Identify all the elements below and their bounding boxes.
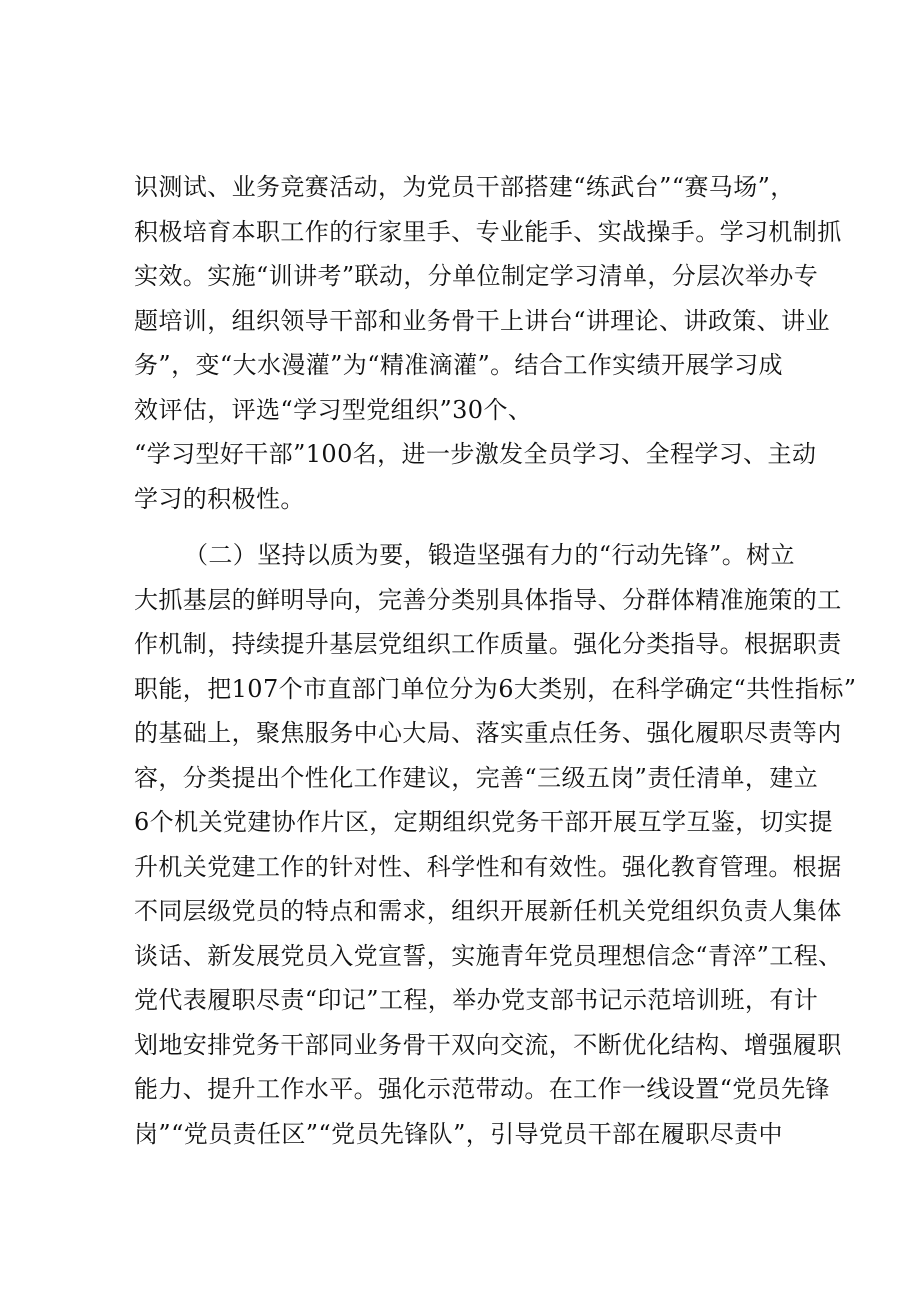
text-line-7: “学习型好干部”100名，进一步激发全员学习、全程学习、主动 — [134, 440, 817, 468]
section-heading-line: （二）坚持以质为要，锻造坚强有力的“行动先锋”。树立 — [184, 541, 795, 569]
text-line-2: 积极培育本职工作的行家里手、专业能手、实战操手。学习机制抓 — [134, 218, 842, 246]
text-line-13: 的基础上，聚焦服务中心大局、落实重点任务、强化履职尽责等内 — [134, 719, 842, 747]
text-line-4: 题培训，组织领导干部和业务骨干上讲台“讲理论、讲政策、讲业 — [134, 307, 830, 335]
text-line-6: 效评估，评选“学习型党组织”30个、 — [134, 396, 533, 424]
text-line-12: 职能，把107个市直部门单位分为6大类别，在科学确定“共性指标” — [134, 675, 857, 703]
text-line-22: 岗”“党员责任区”“党员先锋队”，引导党员干部在履职尽责中 — [134, 1120, 783, 1148]
text-line-16: 升机关党建工作的针对性、科学性和有效性。强化教育管理。根据 — [134, 853, 842, 881]
text-line-10: 大抓基层的鲜明导向，完善分类别具体指导、分群体精准施策的工 — [134, 586, 842, 614]
text-line-1: 识测试、业务竞赛活动，为党员干部搭建“练武台”“赛马场”， — [134, 173, 795, 201]
text-line-15: 6个机关党建协作片区，定期组织党务干部开展互学互鉴，切实提 — [134, 808, 833, 836]
text-line-5: 务”，变“大水漫灌”为“精准滴灌”。结合工作实绩开展学习成 — [134, 351, 783, 379]
text-line-11: 作机制，持续提升基层党组织工作质量。强化分类指导。根据职责 — [134, 630, 842, 658]
text-line-21: 能力、提升工作水平。强化示范带动。在工作一线设置“党员先锋 — [134, 1075, 830, 1103]
text-line-20: 划地安排党务干部同业务骨干双向交流，不断优化结构、增强履职 — [134, 1031, 842, 1059]
text-line-8: 学习的积极性。 — [134, 485, 305, 513]
text-line-3: 实效。实施“训讲考”联动，分单位制定学习清单，分层次举办专 — [134, 262, 819, 290]
text-line-17: 不同层级党员的特点和需求，组织开展新任机关党组织负责人集体 — [134, 897, 842, 925]
text-line-19: 党代表履职尽责“印记”工程，举办党支部书记示范培训班，有计 — [134, 986, 819, 1014]
text-line-14: 容，分类提出个性化工作建议，完善“三级五岗”责任清单，建立 — [134, 764, 819, 792]
text-line-18: 谈话、新发展党员入党宣誓，实施青年党员理想信念“青淬”工程、 — [134, 942, 843, 970]
